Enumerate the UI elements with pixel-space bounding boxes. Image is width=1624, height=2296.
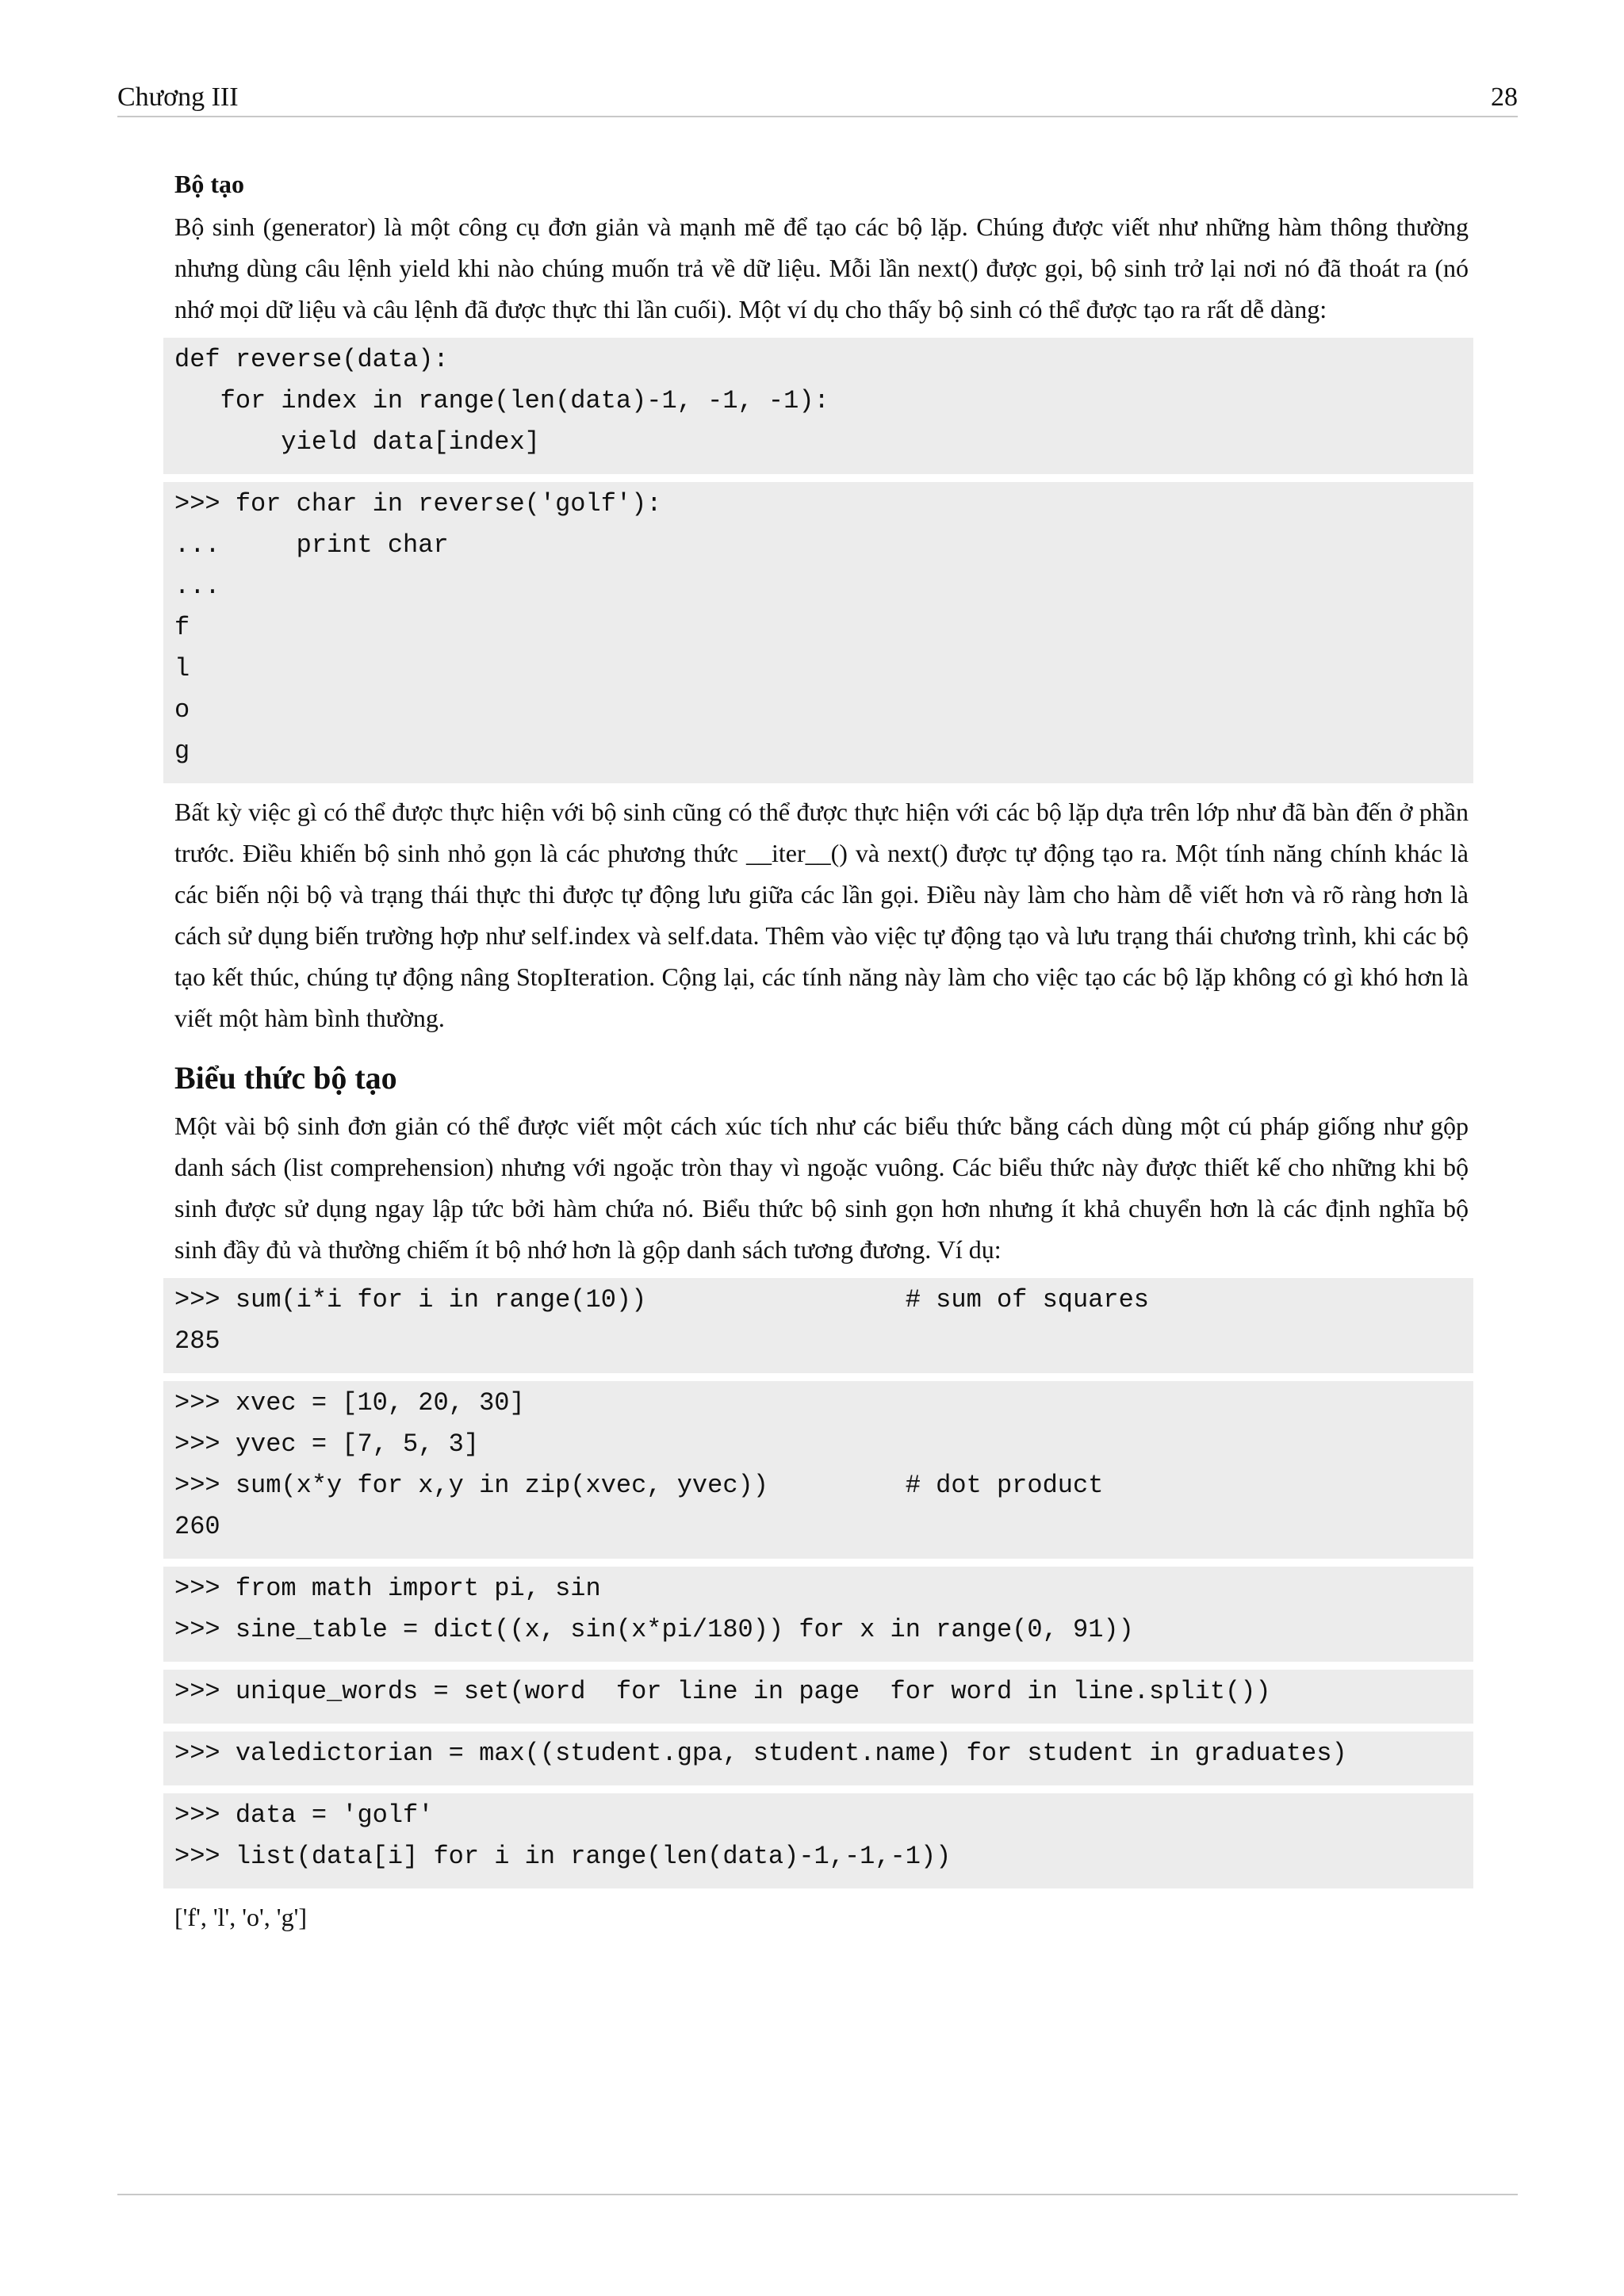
code-block-reverse-list: >>> data = 'golf' >>> list(data[i] for i in range(len(data)-1,-1,-1)) (163, 1793, 1473, 1888)
chapter-title: Chương III (117, 82, 239, 112)
generators-intro-paragraph: Bộ sinh (generator) là một công cụ đơn giản và mạnh mẽ để tạo các bộ lặp. Chúng được viết như những hàm thông thường nhưng dùng câu lệnh yield khi nào chúng muốn trả về dữ liệu. Mỗi lần next() được gọi, bộ sinh trở lại nơi nó đã thoát ra (nó nhớ mọi dữ liệu và câu lệnh đã được thực thi lần cuối). Một ví dụ cho thấy bộ sinh có thể được tạo ra rất dễ dàng: (174, 212, 1469, 323)
code-block-sine-table: >>> from math import pi, sin >>> sine_table = dict((x, sin(x*pi/180)) for x in range(0, 91)) (163, 1567, 1473, 1662)
code-output: ['f', 'l', 'o', 'g'] (174, 1903, 307, 1931)
page-header (117, 79, 1518, 117)
code-block-unique-words: >>> unique_words = set(word for line in page for word in line.split()) (163, 1670, 1473, 1724)
generators-body-paragraph: Bất kỳ việc gì có thể được thực hiện với bộ sinh cũng có thể được thực hiện với các bộ lặp dựa trên lớp như đã bàn đến ở phần trước. Điều khiến bộ sinh nhỏ gọn là các phương thức __iter__() và next() được tự động tạo ra. Một tính năng chính khác là các biến nội bộ và trạng thái thực thi được tự động lưu giữa các lần gọi. Điều này làm cho hàm dễ viết hơn và rõ ràng hơn là cách sử dụng biến trường hợp như self.index và self.data. Thêm vào việc tự động tạo và lưu trạng thái chương trình, khi các bộ tạo kết thúc, chúng tự động nâng StopIteration. Cộng lại, các tính năng này làm cho việc tạo các bộ lặp không có gì khó hơn là viết một hàm bình thường. (174, 798, 1469, 1032)
generator-expressions-intro-paragraph: Một vài bộ sinh đơn giản có thể được viết một cách xúc tích như các biểu thức bằng cách dùng một cú pháp giống như gộp danh sách (list comprehension) nhưng với ngoặc tròn thay vì ngoặc vuông. Các biểu thức này được thiết kế cho những khi bộ sinh được sử dụng ngay lập tức bởi hàm chứa nó. Biểu thức bộ sinh gọn hơn nhưng ít khả chuyển hơn là các định nghĩa bộ sinh đầy đủ và thường chiếm ít bộ nhớ hơn là gộp danh sách tương đương. Ví dụ: (174, 1112, 1469, 1264)
section-title-generators: Bộ tạo (174, 170, 244, 198)
section-title-generator-expressions: Biểu thức bộ tạo (174, 1060, 397, 1096)
code-block-dot-product: >>> xvec = [10, 20, 30] >>> yvec = [7, 5, 3] >>> sum(x*y for x,y in zip(xvec, yvec)) # dot product 260 (163, 1381, 1473, 1559)
code-block-valedictorian: >>> valedictorian = max((student.gpa, student.name) for student in graduates) (163, 1732, 1473, 1785)
code-block-reverse-def: def reverse(data): for index in range(len(data)-1, -1, -1): yield data[index] (163, 338, 1473, 474)
page-number: 28 (1491, 82, 1518, 112)
page-content (163, 163, 1473, 1938)
footer-divider (117, 2194, 1518, 2195)
code-block-reverse-usage: >>> for char in reverse('golf'): ... print char ... f l o g (163, 482, 1473, 783)
code-block-sum-of-squares: >>> sum(i*i for i in range(10)) # sum of squares 285 (163, 1278, 1473, 1373)
